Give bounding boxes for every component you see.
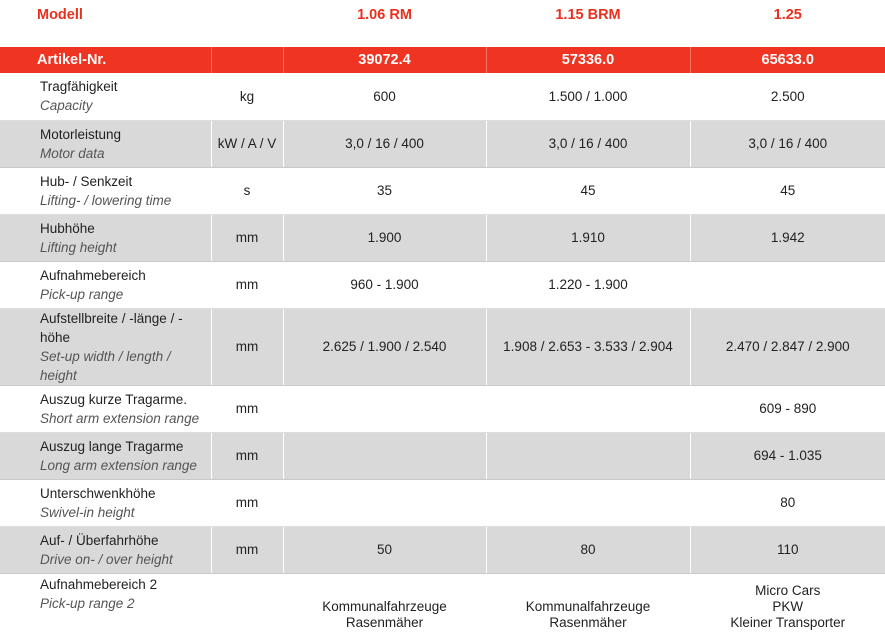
spec-label [0,120,211,167]
spec-value: 1.500 / 1.000 [486,73,690,120]
spec-label-en: Drive on- / over height [40,550,211,569]
spec-unit: mm [211,385,283,432]
spec-value: 609 - 890 [690,385,885,432]
spec-value: 2.470 / 2.847 / 2.900 [690,308,885,385]
spec-value: 45 [486,167,690,214]
spec-label-de: Unterschwenkhöhe [40,484,211,503]
spec-row [0,479,885,526]
spec-label-de: Auf- / Überfahrhöhe [40,531,211,550]
spec-label-en: Set-up width / length / height [40,347,211,385]
spec-unit: mm [211,308,283,385]
spec-value: 694 - 1.035 [690,432,885,479]
spec-label-en: Pick-up range [40,285,211,304]
spec-label-en: Long arm extension range [40,456,211,475]
unit-header-empty [211,0,283,29]
spec-label-de: Motorleistung [40,125,211,144]
article-number-row [0,47,885,73]
spec-value [486,573,690,635]
spec-label-de: Aufnahmebereich 2 [40,575,211,594]
spec-label [0,385,211,432]
spec-value: 50 [283,526,486,573]
spec-value [486,385,690,432]
spec-value [690,573,885,635]
spec-label [0,479,211,526]
spec-label [0,167,211,214]
article-number: 65633.0 [690,47,885,73]
model-name: 1.06 RM [283,0,486,29]
spec-value-line: Kommunalfahrzeuge [487,599,690,615]
spec-value [283,385,486,432]
spec-value [690,261,885,308]
spec-label-de: Aufnahmebereich [40,266,211,285]
spec-row [0,573,885,635]
spec-label-en: Lifting- / lowering time [40,191,211,210]
spec-unit: s [211,167,283,214]
spec-value: 1.910 [486,214,690,261]
spec-label-de: Hubhöhe [40,219,211,238]
spec-row [0,120,885,167]
spec-unit: kW / A / V [211,120,283,167]
model-name: 1.25 [690,0,885,29]
spec-value: 1.220 - 1.900 [486,261,690,308]
spec-value: 2.500 [690,73,885,120]
article-number: 39072.4 [283,47,486,73]
spec-value [283,573,486,635]
spec-value: 600 [283,73,486,120]
spec-label [0,432,211,479]
spec-value: 35 [283,167,486,214]
spec-label-en: Lifting height [40,238,211,257]
spec-row [0,385,885,432]
spec-label [0,526,211,573]
spec-value [486,432,690,479]
spec-label-de: Auszug kurze Tragarme. [40,390,211,409]
spec-row [0,526,885,573]
spec-label-en: Swivel-in height [40,503,211,522]
spec-label-de: Aufstellbreite / -länge / -höhe [40,309,211,347]
spec-row [0,432,885,479]
spec-unit: mm [211,432,283,479]
spec-value: 2.625 / 1.900 / 2.540 [283,308,486,385]
spec-row [0,167,885,214]
spec-unit: mm [211,261,283,308]
spec-value [283,432,486,479]
spec-label [0,214,211,261]
spec-value [486,479,690,526]
header-spacer [0,29,885,47]
spec-unit: mm [211,479,283,526]
spec-label [0,573,211,635]
spec-value-line: PKW [691,599,885,615]
spec-row [0,308,885,385]
model-row [0,0,885,29]
spec-value: 110 [690,526,885,573]
spec-value: 1.908 / 2.653 - 3.533 / 2.904 [486,308,690,385]
spec-label-en: Short arm extension range [40,409,211,428]
model-name: 1.15 BRM [486,0,690,29]
spec-value: 45 [690,167,885,214]
spec-value: 960 - 1.900 [283,261,486,308]
spec-value: 3,0 / 16 / 400 [283,120,486,167]
spec-value-line: Rasenmäher [284,615,486,631]
spec-row [0,261,885,308]
spec-value-line: Rasenmäher [487,615,690,631]
spec-label-de: Auszug lange Tragarme [40,437,211,456]
spec-value: 1.942 [690,214,885,261]
spec-value-line: Kleiner Transporter [691,615,885,631]
spec-row [0,73,885,120]
spec-value: 80 [690,479,885,526]
spec-label [0,73,211,120]
spec-row [0,214,885,261]
spec-unit: mm [211,214,283,261]
spec-value: 3,0 / 16 / 400 [486,120,690,167]
spec-value [283,479,486,526]
spec-label-en: Motor data [40,144,211,163]
spec-value-line: Kommunalfahrzeuge [284,599,486,615]
spec-value: 3,0 / 16 / 400 [690,120,885,167]
article-number: 57336.0 [486,47,690,73]
model-label: Modell [0,0,211,29]
spec-label-de: Tragfähigkeit [40,77,211,96]
spec-label [0,261,211,308]
spec-label [0,308,211,385]
spec-unit: mm [211,526,283,573]
article-label: Artikel-Nr. [0,47,211,73]
spec-label-en: Pick-up range 2 [40,594,211,613]
spec-value-line: Micro Cars [691,583,885,599]
spec-value: 1.900 [283,214,486,261]
spec-label-en: Capacity [40,96,211,115]
spec-value: 80 [486,526,690,573]
article-unit-empty [211,47,283,73]
spec-unit [211,573,283,635]
spec-unit: kg [211,73,283,120]
spec-label-de: Hub- / Senkzeit [40,172,211,191]
